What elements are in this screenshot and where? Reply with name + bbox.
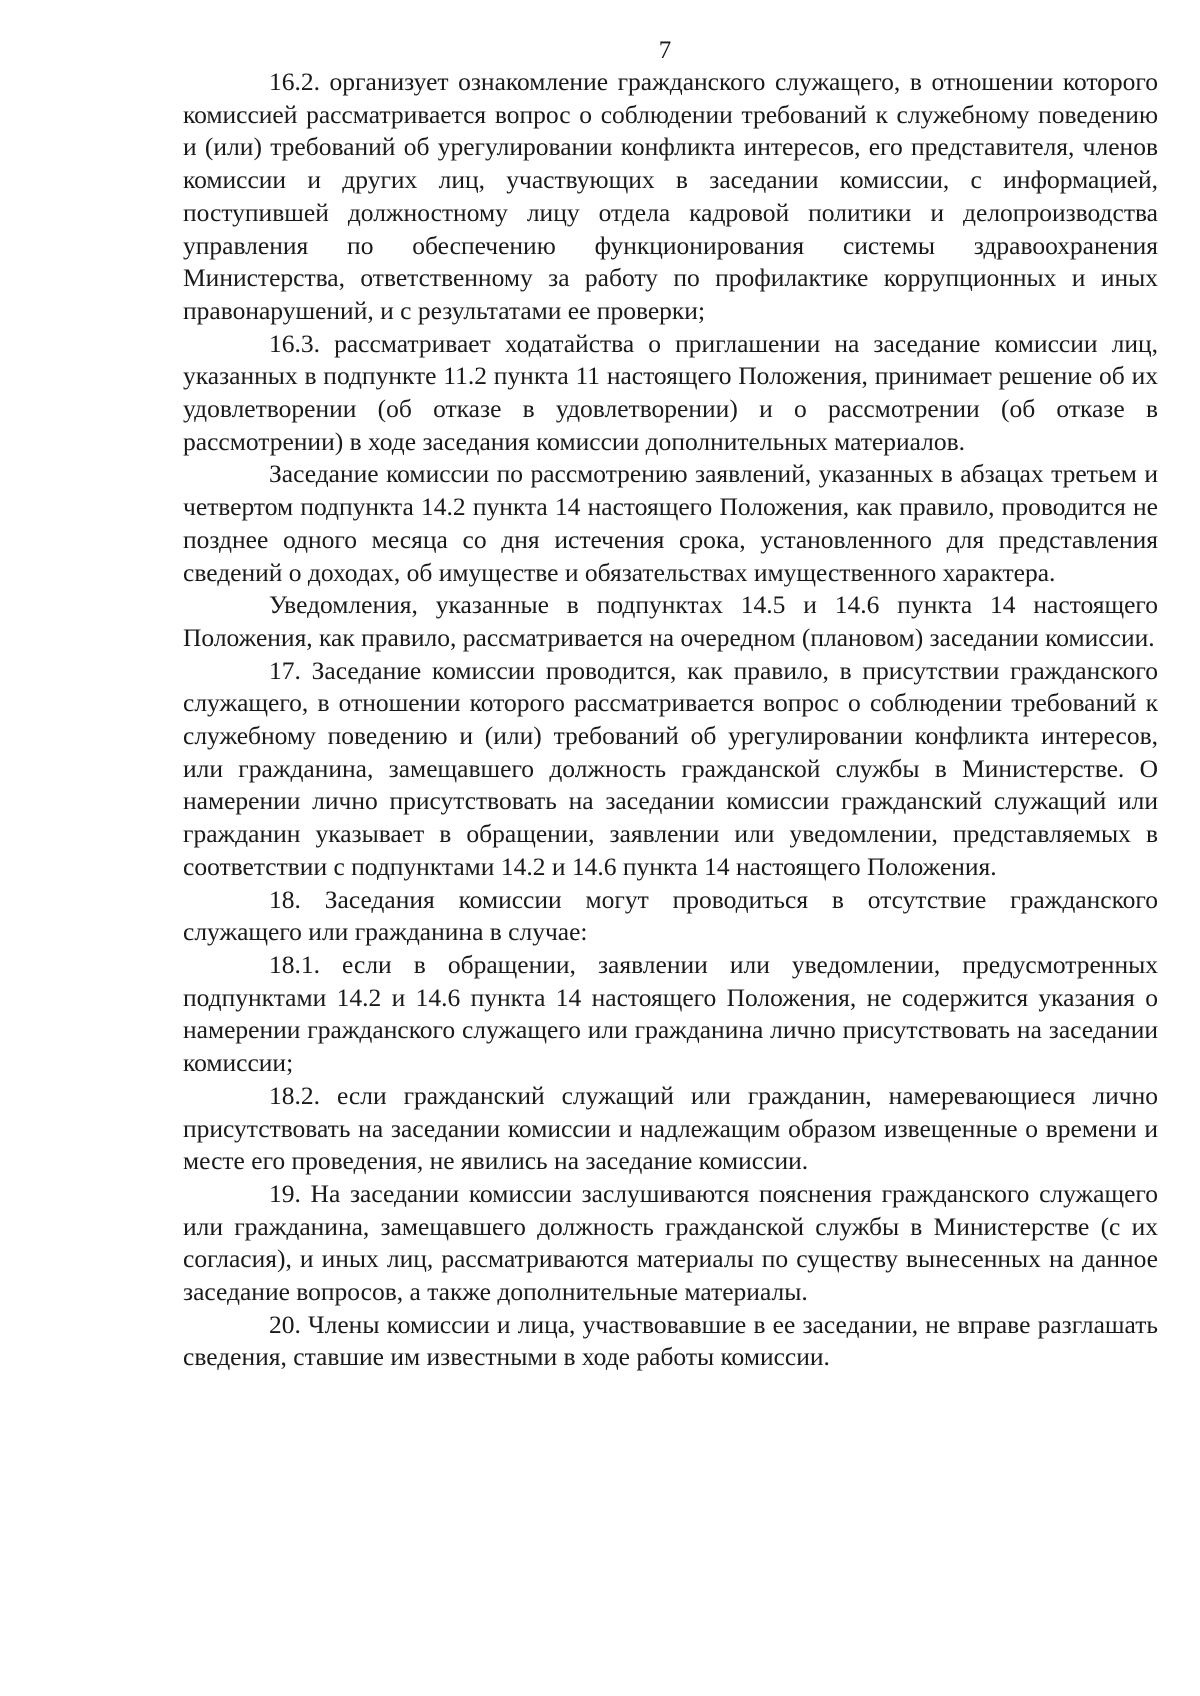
paragraph-16-2: 16.2. организует ознакомление гражданского служащего, в отношении которого комиссией рассматривается вопрос о соблюдении требований к служебному поведению и (или) требований об урегулировании конфликта интересов, его представителя, членов комиссии и других лиц, участвующих в заседании комиссии, с информацией, поступившей должностному лицу отдела кадровой политики и делопроизводства управления по обеспечению функционирования системы здравоохранения Министерства, ответственному за работу по профилактике коррупционных и иных правонарушений, и с результатами ее проверки; — [183, 67, 1158, 325]
paragraph-17: 17. Заседание комиссии проводится, как правило, в присутствии гражданского служащего, в отношении которого рассматривается вопрос о соблюдении требований к служебному поведению и (или) требований об урегулировании конфликта интересов, или гражданина, замещавшего должность гражданской службы в Министерстве. О намерении лично присутствовать на заседании комиссии гражданский служащий или гражданин указывает в обращении, заявлении или уведомлении, представляемых в соответствии с подпунктами 14.2 и 14.6 пункта 14 настоящего Положения. — [183, 655, 1158, 881]
paragraph-meeting-timing: Заседание комиссии по рассмотрению заявлений, указанных в абзацах третьем и четвертом подпункта 14.2 пункта 14 настоящего Положения, как правило, проводится не позднее одного месяца со дня истечения срока, установленного для представления сведений о доходах, об имуществе и обязательствах имущественного характера. — [183, 459, 1158, 587]
paragraph-18: 18. Заседания комиссии могут проводиться в отсутствие гражданского служащего или гражданина в случае: — [183, 884, 1158, 947]
paragraph-19: 19. На заседании комиссии заслушиваются пояснения гражданского служащего или гражданина, замещавшего должность гражданской службы в Министерстве (с их согласия), и иных лиц, рассматриваются материалы по существу вынесенных на данное заседание вопросов, а также дополнительные материалы. — [183, 1178, 1158, 1307]
paragraph-20: 20. Члены комиссии и лица, участвовавшие в ее заседании, не вправе разглашать сведения, ставшие им известными в ходе работы комиссии. — [183, 1309, 1158, 1372]
paragraph-18-2: 18.2. если гражданский служащий или гражданин, намеревающиеся лично присутствовать на заседании комиссии и надлежащим образом извещенные о времени и месте его проведения, не явились на заседание комиссии. — [183, 1080, 1158, 1176]
paragraph-18-1: 18.1. если в обращении, заявлении или уведомлении, предусмотренных подпунктами 14.2 и 14.6 пункта 14 настоящего Положения, не содержится указания о намерении гражданского служащего или гражданина лично присутствовать на заседании комиссии; — [183, 949, 1158, 1078]
paragraph-notifications: Уведомления, указанные в подпунктах 14.5 и 14.6 пункта 14 настоящего Положения, как правило, рассматривается на очередном (плановом) заседании комиссии. — [183, 590, 1158, 652]
document-body — [183, 66, 1158, 1374]
page-number: 7 — [658, 37, 672, 64]
paragraph-16-3: 16.3. рассматривает ходатайства о приглашении на заседание комиссии лиц, указанных в подпункте 11.2 пункта 11 настоящего Положения, принимает решение об их удовлетворении (об отказе в удовлетворении) и о рассмотрении (об отказе в рассмотрении) в ходе заседания комиссии дополнительных материалов. — [183, 328, 1158, 456]
